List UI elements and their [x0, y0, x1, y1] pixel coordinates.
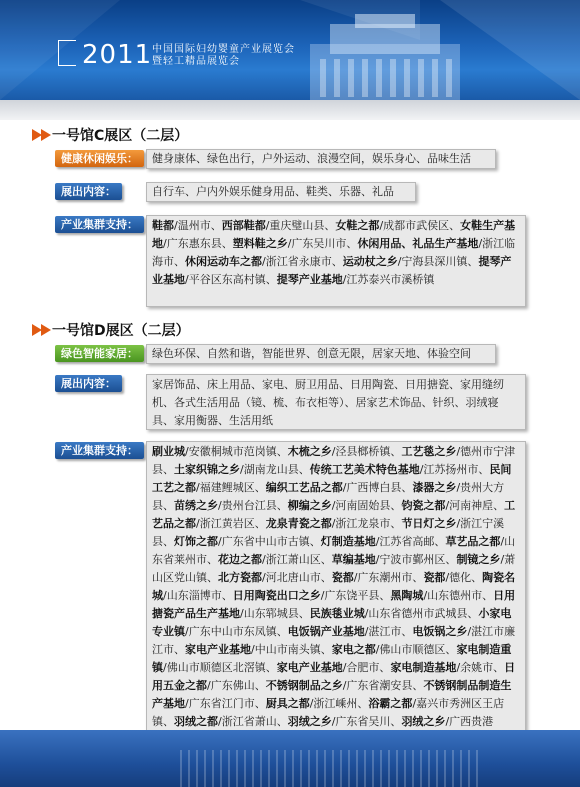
section-c-content-label: 展出内容： — [55, 183, 122, 200]
cluster-location: /广东饶平县、 — [320, 589, 391, 602]
section-d-title-text: 一号馆D展区（二层） — [52, 323, 190, 339]
cluster-location: /浙江黄岩区、 — [196, 517, 266, 530]
cluster-name: 日用五金之都 — [152, 661, 516, 692]
cluster-name: 黑陶城 — [390, 589, 424, 602]
cluster-location: /温州市、 — [174, 219, 222, 232]
cluster-location: /重庆璧山县、 — [265, 219, 336, 232]
cluster-name: 家电制造基地 — [390, 661, 457, 674]
cluster-location: /山东郓城县、 — [240, 607, 310, 620]
section-d-title — [32, 320, 190, 340]
cluster-location: /贵州台江县、 — [218, 499, 288, 512]
exhibition-building-image — [300, 14, 470, 100]
section-c-cluster-row — [55, 216, 144, 233]
expo-title-line-1: 中国国际妇幼婴童产业展览会 — [152, 44, 295, 55]
cluster-location: /广西博白县、 — [342, 481, 413, 494]
expo-title — [152, 44, 295, 68]
cluster-location: /宁波市鄞州区、 — [375, 553, 457, 566]
cluster-location: /广西贵港 — [445, 715, 494, 728]
cluster-location: /广东省吴川、 — [331, 715, 402, 728]
cluster-name: 羽绒之乡 — [287, 715, 332, 728]
cluster-name: 北方瓷都 — [218, 571, 262, 584]
cluster-name: 柳编之乡 — [287, 499, 332, 512]
section-c-cluster-label: 产业集群支持： — [55, 216, 144, 233]
cluster-name: 不锈钢制品制造生产基地 — [152, 679, 512, 710]
cluster-name: 木梳之乡 — [287, 445, 332, 458]
cluster-name: 运动杖之乡 — [342, 255, 398, 268]
cluster-name: 刷业城 — [152, 445, 185, 458]
cluster-location: /浙江嵊州、 — [309, 697, 369, 710]
cluster-location: /广东惠东县、 — [163, 237, 233, 250]
section-d-cluster-row — [55, 442, 144, 459]
cluster-location: /广东省江门市、 — [185, 697, 266, 710]
year-label: 2011 — [82, 40, 153, 70]
cluster-name: 提琴产业基地 — [152, 255, 512, 286]
cluster-name: 苗绣之乡 — [174, 499, 218, 512]
cluster-location: /嘉兴市秀洲区王店镇、 — [152, 697, 505, 728]
section-d-content-label: 展出内容： — [55, 375, 122, 392]
cluster-location: /德州市宁津县、 — [152, 445, 516, 476]
section-d-content-row — [55, 375, 122, 392]
cluster-name: 日用陶瓷出口之乡 — [232, 589, 321, 602]
cluster-name: 土家织锦之乡 — [174, 463, 240, 476]
cluster-location: /江苏泰兴市溪桥镇 — [342, 273, 435, 286]
cluster-location: /萧山区党山镇、 — [152, 553, 516, 584]
cluster-location: /广东中山市东凤镇、 — [185, 625, 288, 638]
cluster-location: /湖南龙山县、 — [240, 463, 310, 476]
year-bracket-icon — [58, 40, 76, 66]
cluster-location: /中山市南头镇、 — [251, 643, 332, 656]
cluster-location: /广东佛山、 — [207, 679, 266, 692]
cluster-name: 提琴产业基地 — [276, 273, 343, 286]
section-c-theme-row — [55, 150, 144, 167]
footer-decoration — [180, 750, 480, 787]
cluster-name: 花边之都 — [218, 553, 262, 566]
cluster-name: 陶瓷名城 — [152, 571, 516, 602]
cluster-name: 节日灯之乡 — [401, 517, 457, 530]
cluster-name: 塑料鞋之乡 — [232, 237, 288, 250]
cluster-location: /江苏扬州市、 — [419, 463, 490, 476]
cluster-location: /贵州大方县、 — [152, 481, 505, 512]
cluster-location: /余姚市、 — [456, 661, 505, 674]
cluster-name: 民间工艺之都 — [152, 463, 512, 494]
cluster-location: /佛山市顺德区、 — [375, 643, 457, 656]
section-c-content-row — [55, 183, 122, 200]
cluster-name: 家电产业基地 — [276, 661, 343, 674]
cluster-location: /河南固始县、 — [331, 499, 402, 512]
cluster-name: 工艺毯之乡 — [401, 445, 457, 458]
cluster-name: 浴霸之都 — [368, 697, 413, 710]
section-c-title-text: 一号馆C展区（二层） — [52, 128, 189, 144]
cluster-location: /河北唐山市、 — [262, 571, 332, 584]
cluster-name: 羽绒之乡 — [401, 715, 446, 728]
cluster-location: /山东德州市、 — [423, 589, 494, 602]
cluster-location: /山东省德州市武城县、 — [364, 607, 479, 620]
cluster-location: /浙江省永康市、 — [262, 255, 343, 268]
section-c-cluster-text — [146, 215, 526, 307]
cluster-name: 西部鞋都 — [221, 219, 266, 232]
cluster-name: 厨具之都 — [265, 697, 310, 710]
cluster-name: 家电之都 — [331, 643, 376, 656]
cluster-name: 传统工艺美术特色基地 — [309, 463, 420, 476]
cluster-name: 灯制造基地 — [320, 535, 376, 548]
cluster-location: /宁海县深川镇、 — [397, 255, 479, 268]
double-arrow-icon — [32, 324, 50, 336]
cluster-location: /安徽桐城市范岗镇、 — [185, 445, 288, 458]
cluster-location: /广东省潮安县、 — [342, 679, 424, 692]
section-d-cluster-text — [146, 441, 526, 739]
cluster-location: /浙江龙泉市、 — [331, 517, 402, 530]
section-d-cluster-label: 产业集群支持： — [55, 442, 144, 459]
cluster-name: 工艺品之都 — [152, 499, 516, 530]
cluster-location: /山东淄博市、 — [163, 589, 233, 602]
cluster-location: /德化、 — [445, 571, 483, 584]
cluster-name: 编织工艺品之都 — [265, 481, 343, 494]
section-c-theme-text: 健身康体、绿色出行，户外运动、浪漫空间，娱乐身心、品味生活 — [146, 149, 496, 169]
cluster-name: 鞋都 — [152, 219, 174, 232]
cluster-location: /湛江市廉江市、 — [152, 625, 516, 656]
cluster-name: 家电产业基地 — [185, 643, 251, 656]
section-c-title — [32, 125, 188, 145]
section-d-theme-row — [55, 345, 144, 362]
cluster-name: 灯饰之都 — [174, 535, 218, 548]
cluster-location: /平谷区东高村镇、 — [185, 273, 277, 286]
cluster-name: 小家电专业镇 — [152, 607, 512, 638]
cluster-location: /广东省中山市古镇、 — [218, 535, 321, 548]
cluster-name: 电饭锅之乡 — [412, 625, 468, 638]
cluster-name: 瓷都 — [423, 571, 446, 584]
cluster-name: 瓷都 — [331, 571, 354, 584]
cluster-location: /佛山市顺德区北滘镇、 — [163, 661, 277, 674]
section-d-content-text: 家居饰品、床上用品、家电、厨卫用品、日用陶瓷、日用搪瓷、家用缝纫机、各式生活用品（镜、梳、布衣柜等）、居家艺术饰品、针织、羽绒寝具、家用衡器、生活用纸 — [146, 374, 526, 430]
cluster-name: 草编基地 — [331, 553, 376, 566]
cluster-location: /广东吴川市、 — [287, 237, 358, 250]
expo-title-line-2: 暨轻工精品展览会 — [152, 56, 240, 67]
cluster-location: /广东潮州市、 — [353, 571, 424, 584]
cluster-name: 休闲运动车之都 — [185, 255, 262, 268]
cluster-location: /浙江宁溪县、 — [152, 517, 505, 548]
cluster-name: 龙泉青瓷之都 — [265, 517, 332, 530]
cluster-name: 日用搪瓷产品生产基地 — [152, 589, 516, 620]
double-arrow-icon — [32, 129, 50, 141]
cluster-name: 休闲用品、礼品生产基地 — [357, 237, 479, 250]
section-c-theme-label: 健康休闲娱乐： — [55, 150, 144, 167]
cluster-location: /福建鲤城区、 — [196, 481, 266, 494]
cluster-location: /浙江省萧山、 — [218, 715, 288, 728]
section-d-theme-label: 绿色智能家居： — [55, 345, 144, 362]
cluster-name: 制镜之乡 — [456, 553, 501, 566]
header-strip — [0, 100, 580, 120]
cluster-name: 不锈钢制品之乡 — [265, 679, 343, 692]
cluster-name: 钧瓷之都 — [401, 499, 446, 512]
section-d-theme-text: 绿色环保、自然和谐，智能世界、创意无限，居家天地、体验空间 — [146, 344, 496, 364]
cluster-location: /河南神垕、 — [445, 499, 505, 512]
cluster-name: 电饭锅产业基地 — [287, 625, 365, 638]
section-c-content-text: 自行车、户内外娱乐健身用品、鞋类、乐器、礼品 — [146, 182, 416, 202]
cluster-name: 家电制造重镇 — [152, 643, 512, 674]
cluster-location: /泾县榔桥镇、 — [331, 445, 402, 458]
cluster-name: 草艺品之都 — [445, 535, 501, 548]
cluster-name: 漆器之乡 — [412, 481, 457, 494]
cluster-location: /山东省莱州市、 — [152, 535, 516, 566]
footer-banner — [0, 730, 580, 787]
cluster-location: /湛江市、 — [364, 625, 413, 638]
header-banner — [0, 0, 580, 100]
cluster-name: 羽绒之都 — [174, 715, 218, 728]
cluster-name: 女鞋之都 — [335, 219, 380, 232]
cluster-location: /合肥市、 — [342, 661, 391, 674]
cluster-location: /浙江临海市、 — [152, 237, 516, 268]
cluster-location: /成都市武侯区、 — [379, 219, 461, 232]
cluster-location: /江苏省高邮、 — [375, 535, 446, 548]
cluster-name: 女鞋生产基地 — [152, 219, 516, 250]
cluster-location: /浙江萧山区、 — [262, 553, 332, 566]
cluster-name: 民族毯业城 — [309, 607, 365, 620]
